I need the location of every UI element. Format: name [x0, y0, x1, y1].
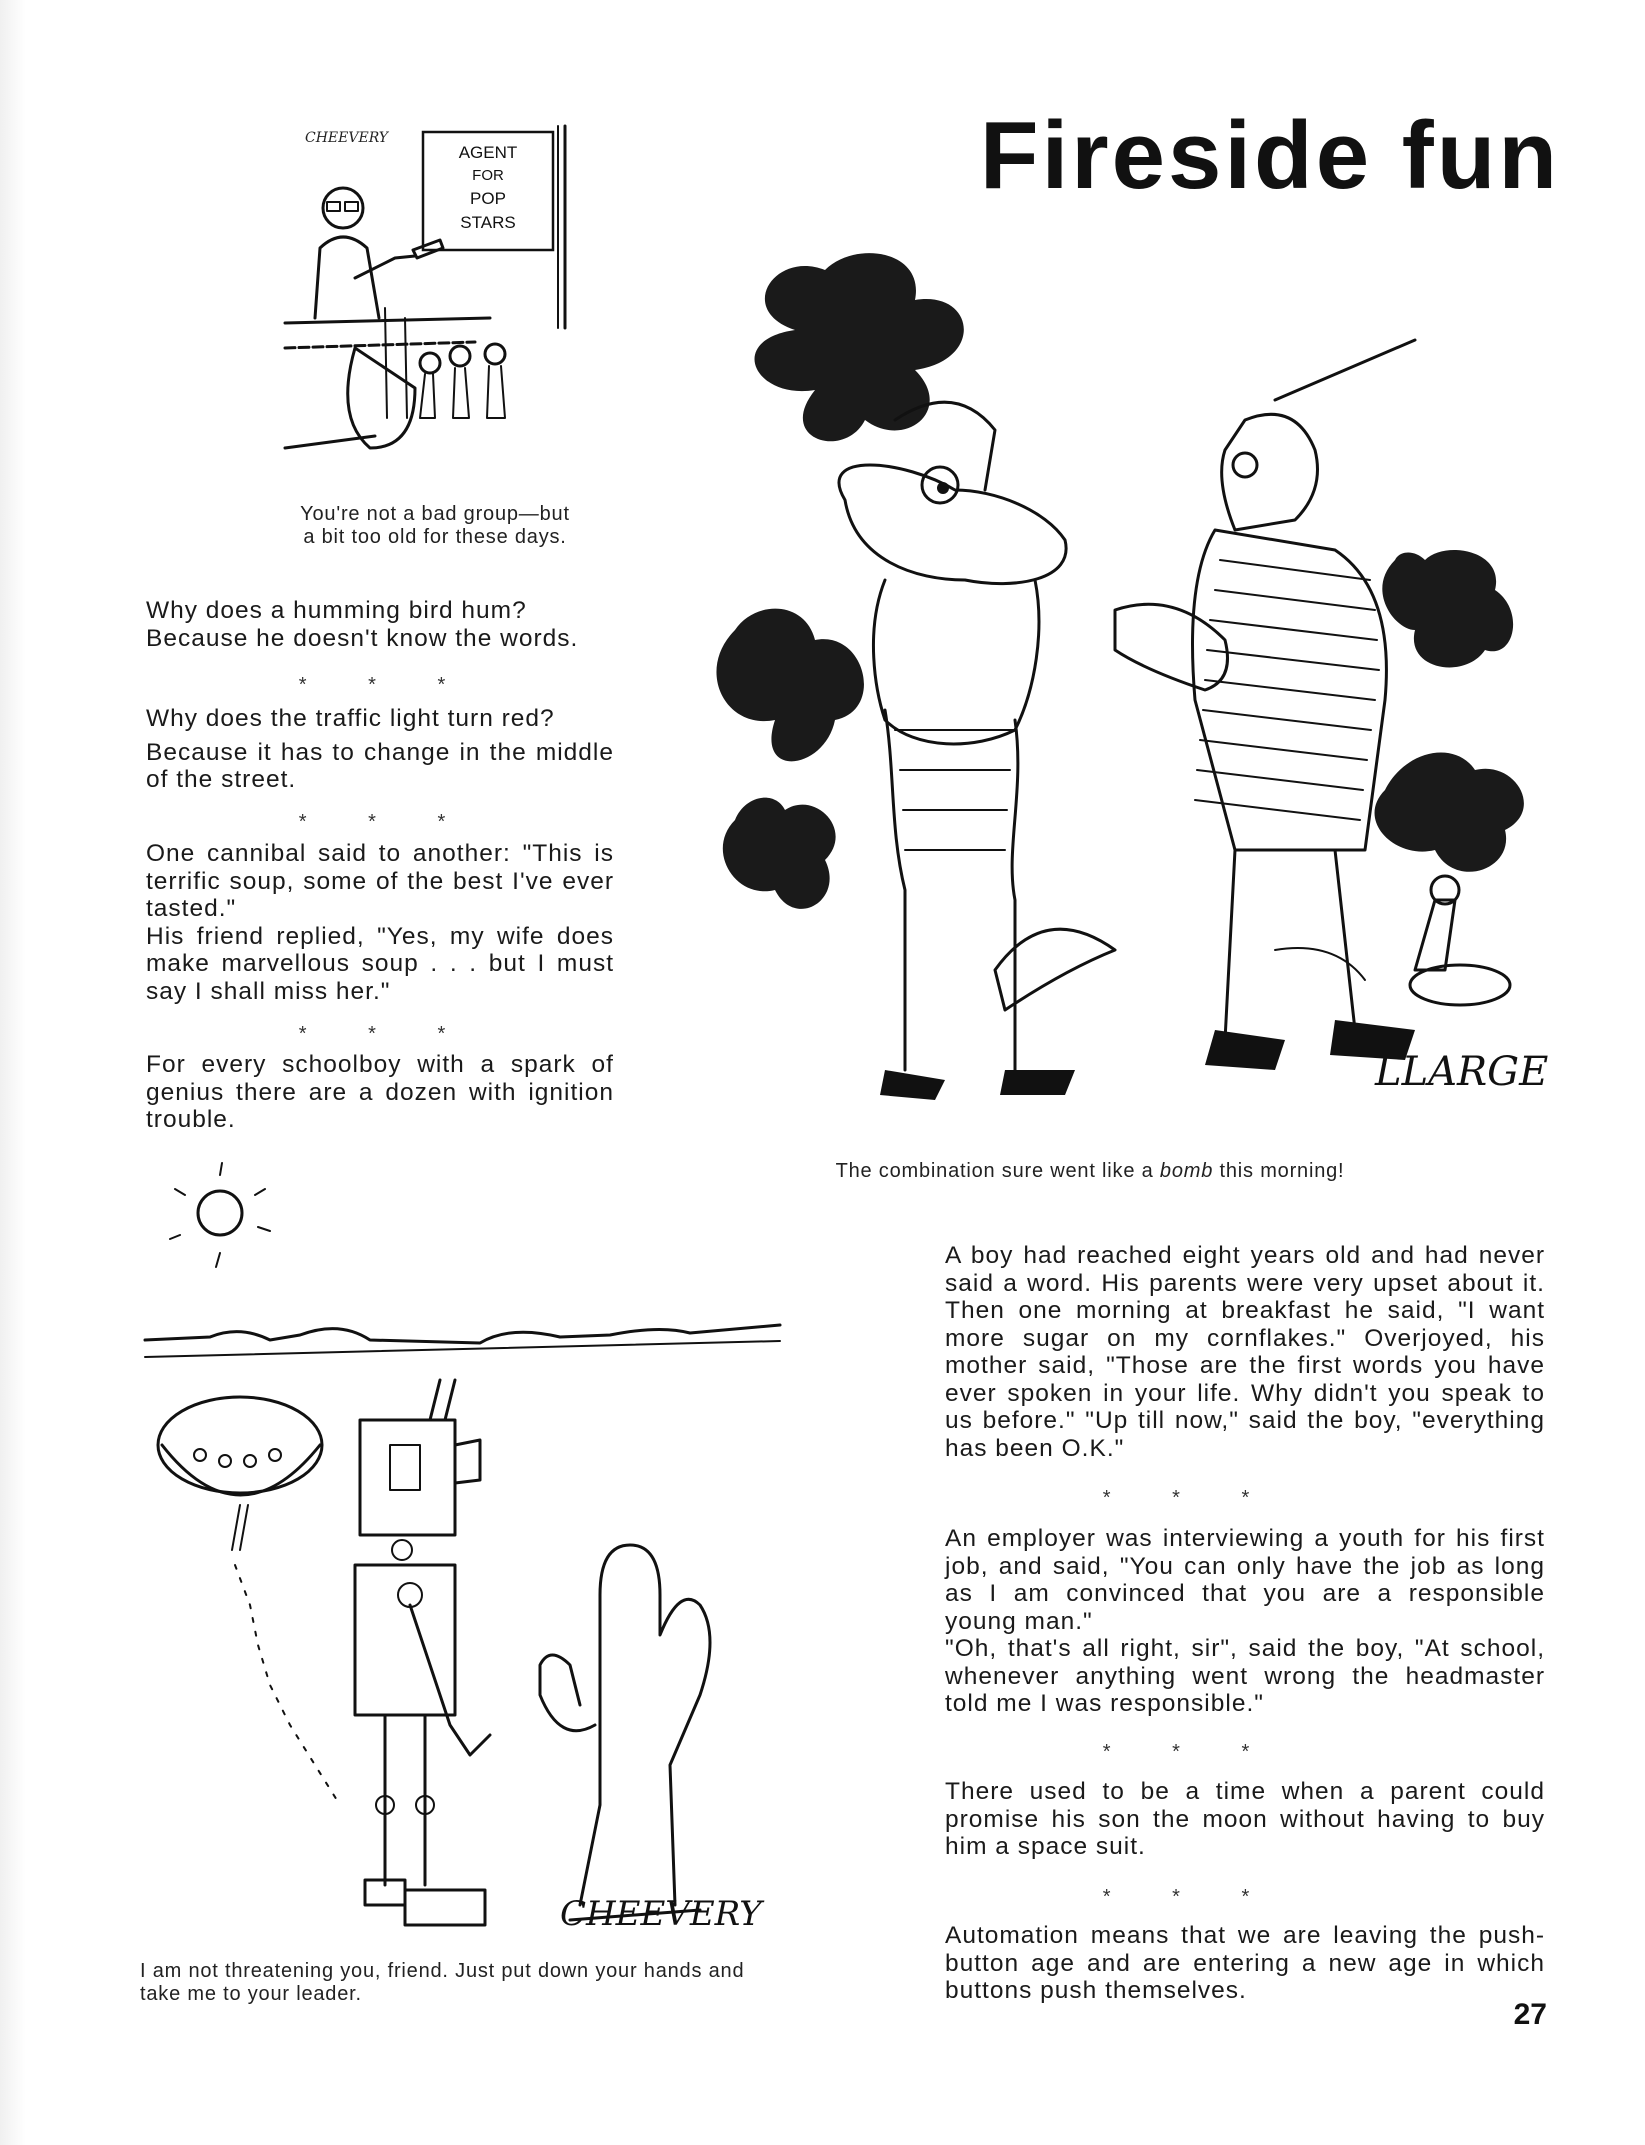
separator: * * * — [1102, 1741, 1278, 1763]
man-left-shoes — [880, 1070, 1075, 1100]
cartoon-bomb-signature: LLARGE — [1375, 1049, 1549, 1095]
left-joke-3 — [146, 840, 614, 1005]
separator: * * * — [1102, 1487, 1278, 1509]
left-joke-3-part1: One cannibal said to another: "This is terrific soup, some of the best I've ever tasted." — [146, 840, 614, 922]
man-right-legs — [1225, 850, 1395, 1050]
cartoon-bomb-caption-after: this morning! — [1213, 1160, 1345, 1182]
page-edge — [0, 0, 26, 2145]
right-joke-2-part2: "Oh, that's all right, sir", said the boy, "At school, whenever anything went wrong the headmaster told me I was responsible." — [945, 1635, 1545, 1717]
robot-arm — [410, 1605, 490, 1755]
cartoon-robot-signature: CHEEVERY — [560, 1894, 762, 1934]
right-joke-1-text: A boy had reached eight years old and had never said a word. His parents were very upset about it. Then one morning at breakfast he said, "I want more sugar on my cornflakes." Overjoyed, his mother said, "Those are the first words you have ever spoken in your life. Why didn't you speak to us before." "Up till now," said the boy, "everything has been O.K." — [945, 1242, 1545, 1462]
separator: * * * — [298, 811, 474, 833]
left-joke-3-part2: His friend replied, "Yes, my wife does make marvellous soup . . . but I must say I shall miss her." — [146, 922, 614, 1005]
page-number: 27 — [1513, 1998, 1547, 2031]
agent-sign-line4: STARS — [460, 213, 516, 232]
cartoon-robot-caption — [140, 1960, 820, 2006]
right-joke-2 — [945, 1525, 1545, 1718]
cartoon-robot-illustration — [140, 1165, 800, 1950]
horizon — [145, 1325, 780, 1343]
robot-legs — [385, 1715, 425, 1885]
smoke-lower-right — [1375, 753, 1524, 872]
cartoon-bomb-caption-italic: bomb — [1159, 1160, 1214, 1182]
torn-flap — [995, 929, 1115, 1010]
plunger — [1415, 900, 1455, 970]
left-joke-1 — [146, 597, 614, 652]
cartoon-agent-caption-line1: You're not a bad group—but — [300, 503, 570, 525]
cartoon-bomb-caption — [720, 1160, 1460, 1183]
cactus — [580, 1545, 710, 1905]
cartoon-agent-caption — [275, 503, 595, 549]
cartoon-agent-caption-line2: a bit too old for these days. — [303, 526, 567, 548]
cartoon-agent-signature: CHEEVERY — [305, 130, 389, 146]
bomb-remains — [1115, 604, 1228, 690]
smoke-cloud — [755, 253, 964, 441]
right-joke-2-part1: An employer was interviewing a youth for his first job, and said, "You can only have the job as long as I am convinced that you are a responsible young man." — [945, 1525, 1545, 1635]
cartoon-bomb-caption-before: The combination sure went like a — [835, 1160, 1160, 1182]
cartoon-agent-illustration — [275, 118, 595, 478]
right-joke-1 — [945, 1242, 1545, 1462]
agent-sign-line1: AGENT — [458, 143, 518, 162]
robot-head — [360, 1420, 455, 1535]
separator: * * * — [298, 674, 474, 696]
right-joke-4 — [945, 1922, 1545, 2005]
right-joke-4-text: Automation means that we are leaving the push-button age and are entering a new age in which buttons push themselves. — [945, 1922, 1545, 2004]
left-joke-4 — [146, 1051, 614, 1134]
left-joke-1-question: Why does a humming bird hum? — [146, 597, 527, 624]
ufo — [158, 1397, 322, 1493]
page-title: Fireside fun — [979, 102, 1560, 209]
separator: * * * — [1102, 1886, 1278, 1908]
separator: * * * — [298, 1023, 474, 1045]
smoke-left — [716, 609, 863, 762]
smoke-right — [1382, 550, 1513, 667]
agent-sign-line3: POP — [470, 189, 506, 208]
agent-sign-line2: FOR — [472, 167, 504, 184]
left-joke-2 — [146, 705, 614, 794]
sun-icon — [198, 1191, 242, 1235]
agent-arm — [355, 256, 415, 278]
cartoon-robot-caption-line2: take me to your leader. — [140, 1983, 362, 2005]
smoke-lower-left — [723, 798, 836, 909]
left-joke-4-text: For every schoolboy with a spark of genius there are a dozen with ignition trouble. — [146, 1051, 614, 1133]
cartoon-robot-caption-line1: I am not threatening you, friend. Just put down your hands and — [140, 1960, 745, 1982]
cartoon-bomb-illustration — [715, 250, 1555, 1150]
man-left-legs — [885, 710, 1018, 1070]
right-joke-3 — [945, 1778, 1545, 1861]
left-joke-2-question: Why does the traffic light turn red? — [146, 705, 555, 732]
exploded-face — [839, 465, 1066, 584]
left-joke-1-answer: Because he doesn't know the words. — [146, 624, 579, 652]
left-joke-2-answer: Because it has to change in the middle of the street. — [146, 738, 614, 793]
right-joke-3-text: There used to be a time when a parent could promise his son the moon without having to buy him a space suit. — [945, 1778, 1545, 1860]
agent-body — [315, 237, 379, 318]
